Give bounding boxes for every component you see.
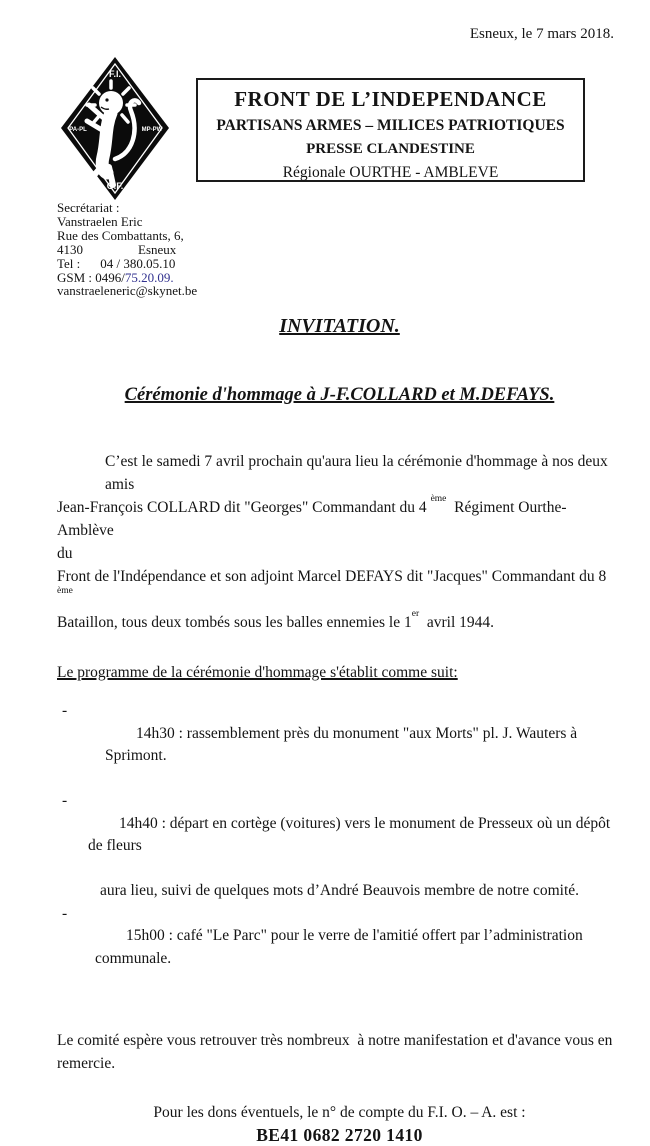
program-item-text: 14h30 : rassemblement près du monument "aux Morts" pl. J. Wauters à Sprimont. [105, 724, 582, 764]
text-segment: Bataillon, tous deux tombés sous les balles ennemies le 1 [57, 614, 412, 631]
closing-paragraph [57, 1029, 622, 1075]
secretariat-name: Vanstraelen Eric [57, 213, 143, 229]
program-item-text: 14h40 : départ en cortège (voitures) vers le monument de Presseux où un dépôt de fleurs [88, 814, 615, 854]
logo-label-bottom: O.F. [106, 181, 124, 191]
paragraph-line [57, 608, 622, 634]
tel-label: Tel : [57, 255, 81, 271]
program-item-continuation: aura lieu, suivi de quelques mots d’André Beauvois membre de notre comité. [99, 882, 580, 899]
date-line: Esneux, le 7 mars 2018. [469, 26, 614, 42]
list-dash: - [62, 702, 68, 719]
city: Esneux [138, 241, 177, 257]
letter-body [57, 315, 622, 1146]
text-segment: Jean-François COLLARD dit "Georges" Commandant du 4 [57, 499, 431, 516]
program-heading: Le programme de la cérémonie d'hommage s'établit comme suit: [57, 664, 458, 681]
org-name: FRONT DE L’INDEPENDANCE [234, 87, 547, 111]
program-list [57, 700, 622, 993]
program-item [57, 903, 622, 993]
logo-label-top: F.I. [108, 69, 122, 79]
gsm-number-suffix: 75.20.09. [124, 269, 174, 285]
paragraph-line [57, 565, 622, 611]
org-region: Régionale OURTHE - AMBLEVE [282, 164, 499, 181]
intro-paragraph [57, 450, 622, 634]
gsm-label: GSM : [57, 269, 93, 285]
ordinal-superscript: er [411, 608, 420, 619]
secretariat-block [57, 201, 197, 298]
ordinal-superscript: ème [430, 493, 447, 504]
secretariat-postal-city [57, 243, 197, 257]
organization-logo [57, 55, 173, 202]
secretariat-street: Rue des Combattants, 6, [57, 227, 184, 243]
text-segment: Front de l'Indépendance et son adjoint Marcel DEFAYS dit "Jacques" Commandant du 8 [57, 568, 611, 585]
postal-code: 4130 [57, 241, 83, 257]
paragraph-line: C’est le samedi 7 avril prochain qu'aura lieu la cérémonie d'hommage à nos deux amis [105, 453, 612, 493]
list-dash: - [62, 904, 68, 922]
secretariat-gsm [57, 271, 197, 285]
paragraph-line [57, 493, 622, 542]
org-subtitle-2: PRESSE CLANDESTINE [306, 141, 475, 157]
donation-info-line: Pour les dons éventuels, le n° de compte du F.I. O. – A. est : [153, 1103, 526, 1121]
ordinal-superscript: ème [57, 585, 73, 596]
tel-number: 04 / 380.05.10 [100, 255, 176, 271]
logo-label-right: MP-PW [141, 127, 163, 133]
secretariat-heading: Secrétariat : [57, 200, 120, 215]
secretariat-email: vanstraeleneric@skynet.be [57, 283, 198, 299]
program-item-text: 15h00 : café "Le Parc" pour le verre de l'amitié offert par l’administration communale. [95, 927, 587, 967]
closing-line: remercie. [57, 1054, 116, 1072]
bank-account-number: BE41 0682 2720 1410 [256, 1124, 423, 1145]
secretariat-tel [57, 257, 197, 271]
invitation-title: INVITATION. [279, 315, 400, 337]
text-segment: avril 1944. [419, 614, 495, 631]
org-subtitle-1: PARTISANS ARMES – MILICES PATRIOTIQUES [216, 117, 565, 134]
program-item [57, 790, 622, 880]
paragraph-line: du [57, 545, 73, 562]
logo-label-left: PA-PL [69, 127, 87, 133]
org-header-box [196, 78, 585, 182]
list-dash: - [62, 792, 68, 809]
program-item [57, 700, 622, 790]
gsm-number-prefix: 0496/ [95, 269, 125, 285]
ceremony-title: Cérémonie d'hommage à J-F.COLLARD et M.DEFAYS. [124, 385, 555, 405]
text-segment: Régiment Ourthe-Amblève [57, 499, 567, 539]
closing-line: Le comité espère vous retrouver très nombreux à notre manifestation et d'avance vous en [57, 1031, 613, 1049]
